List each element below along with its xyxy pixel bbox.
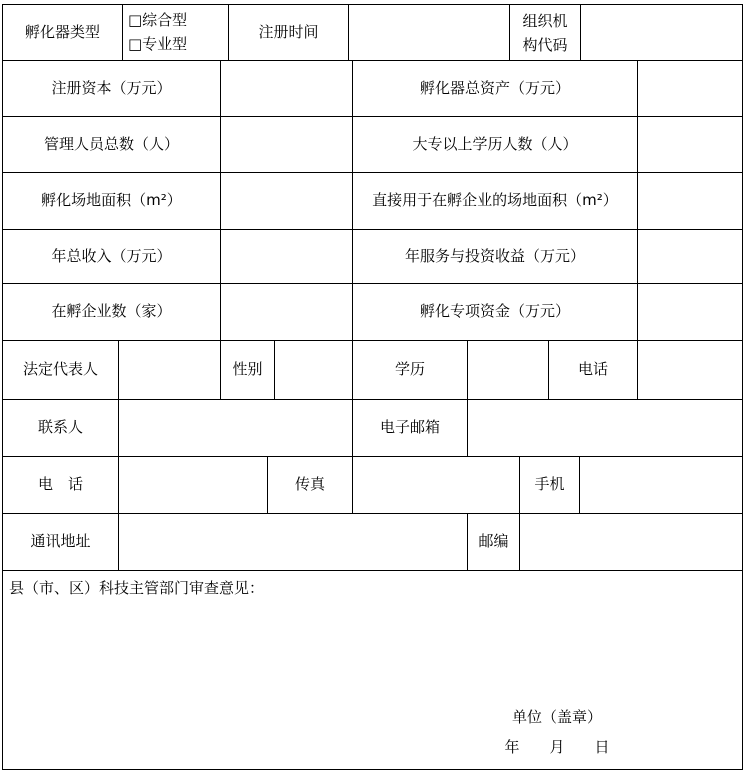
incubator-total-assets-label: 孵化器总资产（万元） (353, 61, 638, 117)
mailing-address-input[interactable] (119, 514, 468, 571)
college-degree-staff-count-input[interactable] (638, 117, 743, 173)
address-row (3, 514, 743, 571)
date-line: 年 月 日 (504, 738, 610, 756)
education-input[interactable] (468, 341, 549, 400)
stamp-line: 单位（盖章） (511, 708, 602, 726)
incubating-enterprises-count-input[interactable] (221, 284, 353, 341)
checkbox-option-comprehensive[interactable]: □综合型 (128, 11, 188, 30)
stat-row (3, 284, 743, 341)
annual-total-income-label: 年总收入（万元） (3, 230, 221, 284)
gender-input[interactable] (275, 341, 353, 400)
telephone-label: 电 话 (3, 457, 119, 514)
mobile-label: 手机 (520, 457, 580, 514)
college-degree-staff-count-label: 大专以上学历人数（人） (353, 117, 638, 173)
annual-service-investment-income-input[interactable] (638, 230, 743, 284)
mobile-input[interactable] (580, 457, 743, 514)
legal-representative-input[interactable] (119, 341, 221, 400)
area-for-incubating-enterprises-label: 直接用于在孵企业的场地面积（m²） (353, 173, 638, 230)
org-code-input[interactable] (581, 5, 743, 61)
review-section[interactable] (3, 571, 743, 770)
registration-time-input[interactable] (349, 5, 510, 61)
postal-code-input[interactable] (520, 514, 743, 571)
incubator-type-options-cell (123, 5, 229, 61)
gender-label: 性别 (221, 341, 275, 400)
legal-rep-phone-label: 电话 (549, 341, 638, 400)
stat-row (3, 173, 743, 230)
stat-row (3, 230, 743, 284)
contact-row (3, 400, 743, 457)
incubator-registration-form (2, 4, 743, 770)
area-for-incubating-enterprises-input[interactable] (638, 173, 743, 230)
management-staff-count-input[interactable] (221, 117, 353, 173)
incubating-enterprises-count-label: 在孵企业数（家） (3, 284, 221, 341)
education-label: 学历 (353, 341, 468, 400)
contact-person-input[interactable] (119, 400, 353, 457)
registered-capital-input[interactable] (221, 61, 353, 117)
email-label: 电子邮箱 (353, 400, 468, 457)
incubator-total-assets-input[interactable] (638, 61, 743, 117)
incubator-type-label: 孵化器类型 (3, 5, 123, 61)
stamp-block (472, 707, 642, 757)
mailing-address-label: 通讯地址 (3, 514, 119, 571)
incubation-area-input[interactable] (221, 173, 353, 230)
registered-capital-label: 注册资本（万元） (3, 61, 221, 117)
postal-code-label: 邮编 (468, 514, 520, 571)
contact-person-label: 联系人 (3, 400, 119, 457)
telephone-input[interactable] (119, 457, 268, 514)
legal-representative-row (3, 341, 743, 400)
legal-rep-phone-input[interactable] (638, 341, 743, 400)
incubation-area-label: 孵化场地面积（m²） (3, 173, 221, 230)
checkbox-option-professional[interactable]: □专业型 (128, 34, 188, 53)
management-staff-count-label: 管理人员总数（人） (3, 117, 221, 173)
registration-time-label: 注册时间 (229, 5, 349, 61)
fax-label: 传真 (268, 457, 353, 514)
special-incubation-fund-input[interactable] (638, 284, 743, 341)
stat-row (3, 117, 743, 173)
special-incubation-fund-label: 孵化专项资金（万元） (353, 284, 638, 341)
header-row (3, 5, 743, 61)
org-code-label: 组织机构代码 (510, 5, 581, 61)
annual-service-investment-income-label: 年服务与投资收益（万元） (353, 230, 638, 284)
fax-input[interactable] (353, 457, 520, 514)
email-input[interactable] (468, 400, 743, 457)
review-row (3, 571, 743, 770)
stat-row (3, 61, 743, 117)
phone-row (3, 457, 743, 514)
review-title: 县（市、区）科技主管部门审查意见： (9, 579, 265, 597)
annual-total-income-input[interactable] (221, 230, 353, 284)
legal-representative-label: 法定代表人 (3, 341, 119, 400)
